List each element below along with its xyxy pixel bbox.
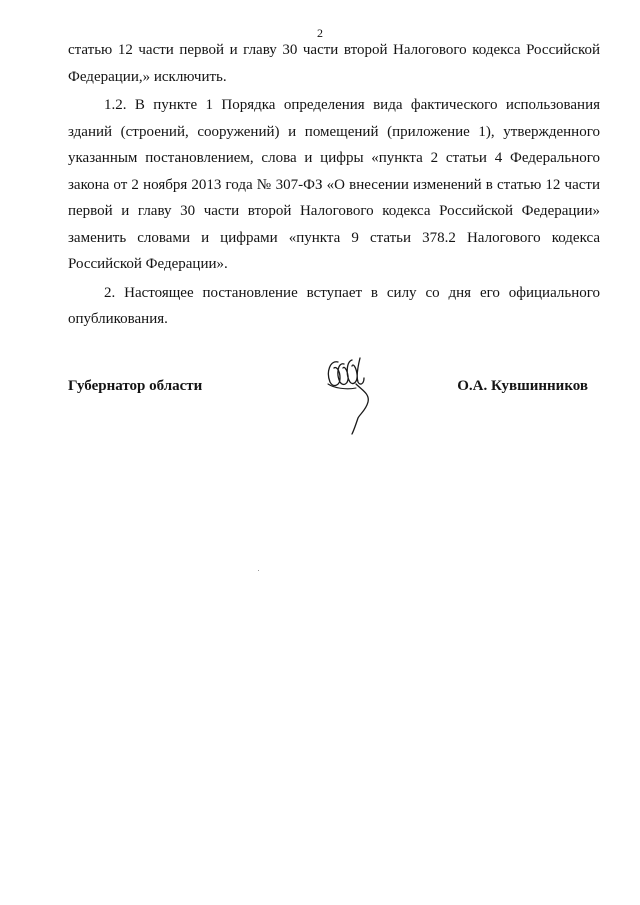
scan-speck: [258, 570, 259, 571]
paragraph-item-2: 2. Настоящее постановление вступает в силу со дня его официального опубликования.: [68, 284, 600, 327]
signer-position: Губернатор области: [68, 378, 203, 394]
page-number: 2: [317, 26, 323, 40]
signer-name: О.А. Кувшинников: [457, 378, 588, 394]
paragraph-continuation: статью 12 части первой и главу 30 части второй Налогового кодекса Российской Федерации,» исключить.: [68, 42, 600, 85]
paragraph-item-1-2: 1.2. В пункте 1 Порядка определения вида фактического использования зданий (строений, сооружений) и помещений (приложение 1), утвержденного указанным постановлением, слова и цифры «пункта 2 статьи 4 Федерального закона от 2 ноября 2013 года № 307-ФЗ «О внесении изменений в статью 12 части первой и главу 30 части второй Налогового кодекса Российской Федерации» заменить словами и цифрами «пункта 9 статьи 378.2 Налогового кодекса Российской Федерации».: [68, 97, 600, 272]
handwritten-signature: [316, 352, 388, 436]
document-body: [68, 37, 600, 333]
